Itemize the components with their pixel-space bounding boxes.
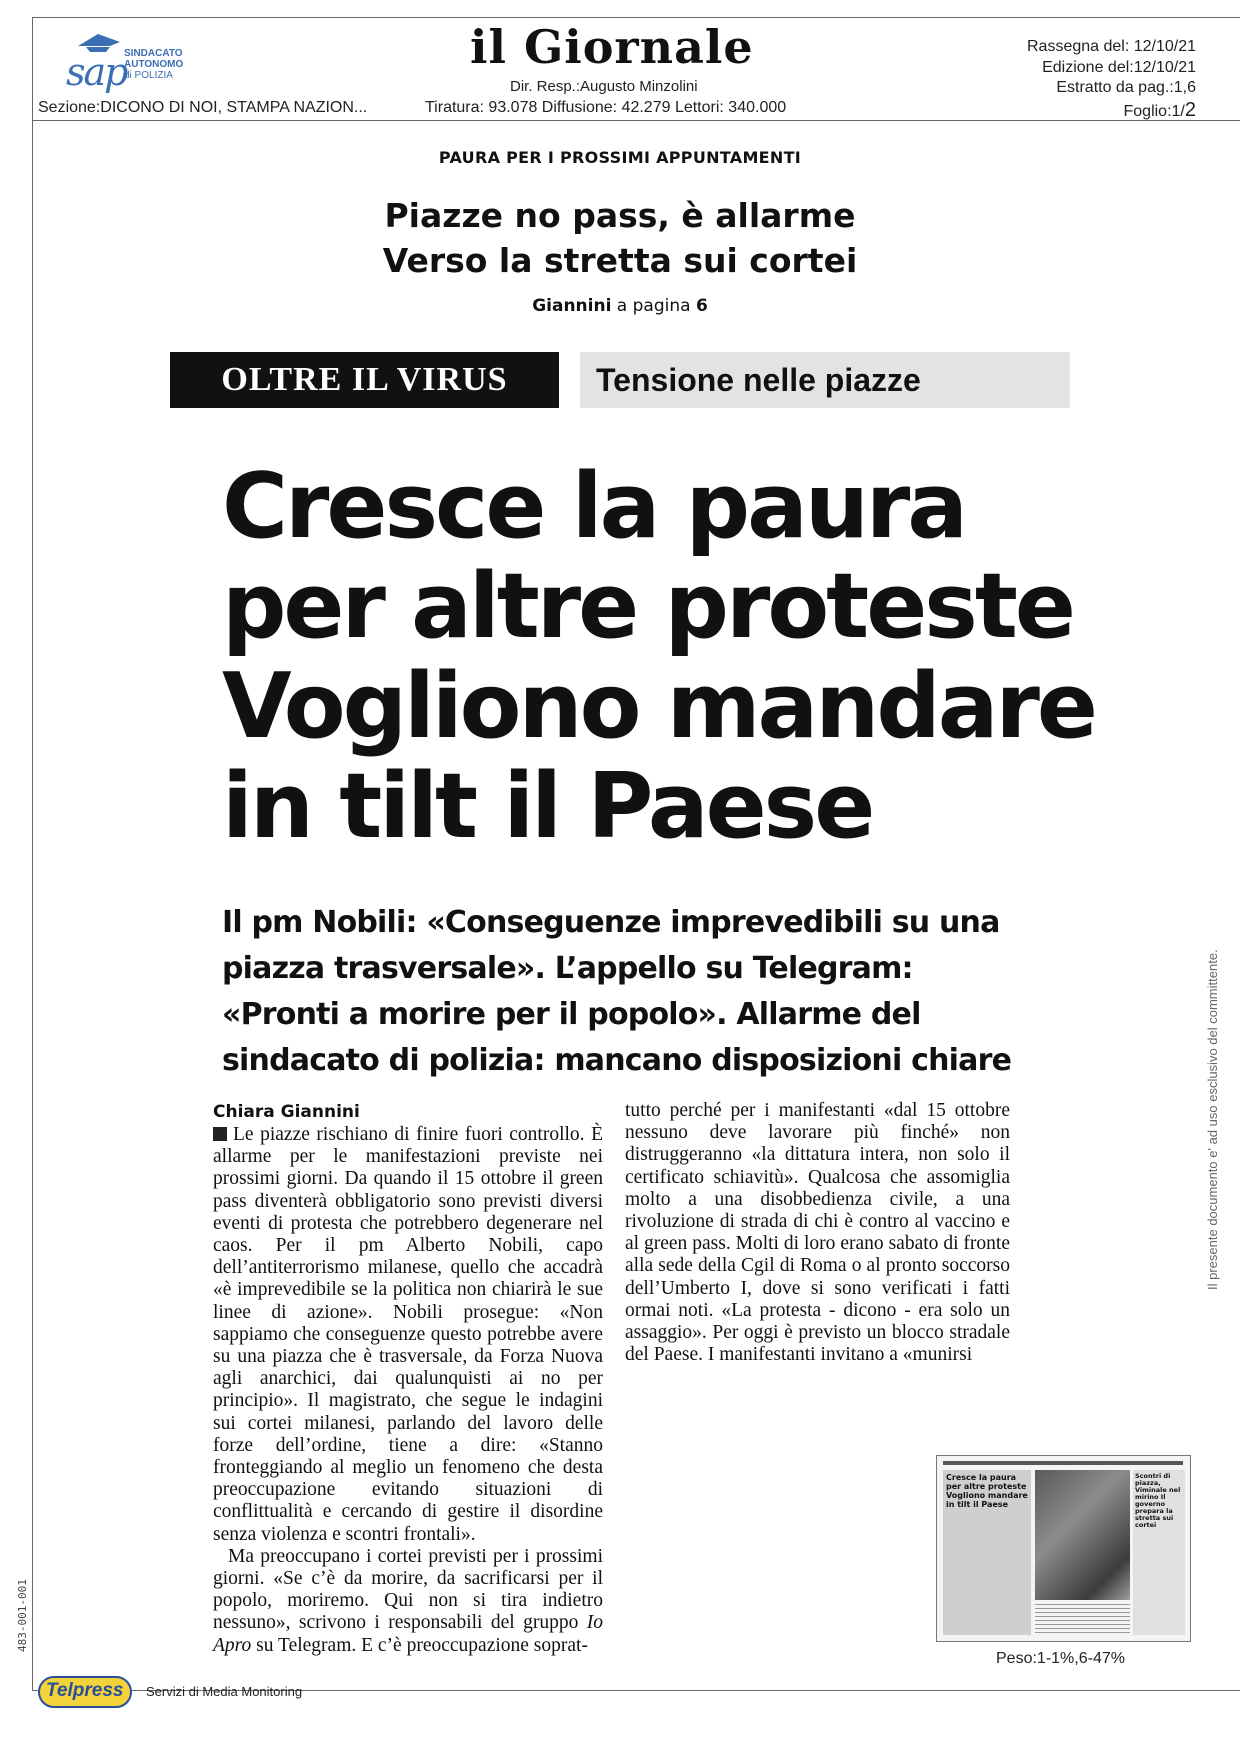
circulation-stats: Tiratura: 93.078 Diffusione: 42.279 Lettori: 340.000 (425, 99, 787, 116)
main-headline: Cresce la paura per altre proteste Vogliono mandare in tilt il Paese (222, 454, 1095, 859)
director-line: Dir. Resp.:Augusto Minzolini (510, 78, 698, 95)
document-code: 483-001-001 (16, 1579, 29, 1652)
teaser-kicker: PAURA PER I PROSSIMI APPUNTAMENTI (438, 148, 802, 167)
sheet-number: Foglio:1/2 (1123, 99, 1196, 121)
logo-wordmark: sap (66, 50, 127, 94)
paragraph-marker (213, 1127, 227, 1141)
service-label: Servizi di Media Monitoring (146, 1684, 303, 1699)
teaser-page-ref: Giannini a pagina 6 (532, 296, 708, 316)
article-column-1: Le piazze rischiano di finire fuori controllo. È allarme per le manifestazioni previste nei prossimi giorni. Da quando il 15 ottobre il green pass diventerà obbligatorio sono previsti diversi eventi di protesta che potrebbero degenerare nel caos. Per il pm Alberto Nobili, capo dell’antiterrorismo milanese, quello che accadrà «è imprevedibile se la politica non chiarirà le sue linee di azione». Nobili prosegue: «Non sappiamo che conseguenze questo potrebbe avere su una piazza che è trasversale, da Forza Nuova agli anarchici, dai qualunquisti ai no per principio». Il magistrato, che segue le indagini sui cortei milanesi, parlando del lavoro delle forze dell’ordine, tiene a dire: «Stanno fronteggiando al meglio un fenomeno che desta preoccupazione evitando situazioni di conflittualità e cercando di gestire il disordine senza violenza e scontri frontali». Ma preoccupano i cortei previsti per i prossimi giorni. «Se c’è da morire, da sacrificarsi per il popolo, moriremo. Qui non si tira indietro nessuno», scrivono i responsabili del gruppo Io Apro su Telegram. E c’è preoccupazione soprat- (213, 1124, 603, 1656)
review-date: Rassegna del: 12/10/21 (1026, 38, 1196, 55)
teaser-headline: Piazze no pass, è allarme Verso la stretta sui cortei (382, 196, 858, 280)
telpress-logo: Telpress (34, 1672, 134, 1712)
article-deck: Il pm Nobili: «Conseguenze imprevedibili su una piazza trasversale». L’appello su Telegram: «Pronti a morire per il popolo». Allarme del sindacato di polizia: mancano disposizioni chiare (222, 905, 1012, 1078)
sap-logo (58, 30, 198, 92)
article-column-2: tutto perché per i manifestanti «dal 15 ottobre nessuno deve lavorare più finché» non distruggeranno «la dittatura intera, non solo il certificato schiavitù». Qualcosa che assomiglia molto a una disobbedienza civile, a una rivoluzione di strada di chi è contro al vaccino e al green pass. Molti di loro erano sabato di fronte alla sede della Cgil di Roma o al pronto soccorso dell’Umberto I, dove si sono verificati i fatti ormai noti. «La protesta - dicono - era solo un assaggio». Per oggi è previsto un blocco stradale del Paese. I manifestanti invitano a «munirsi (625, 1100, 1010, 1366)
usage-note: Il presente documento e' ad uso esclusivo del committente. (1205, 949, 1220, 1290)
extract-pages: Estratto da pag.:1,6 (1056, 79, 1196, 96)
newspaper-masthead: il Giornale (470, 20, 754, 74)
section-tag: OLTRE IL VIRUS (170, 352, 559, 408)
byline: Chiara Giannini (213, 1102, 360, 1122)
page-thumbnail: Cresce la paura per altre proteste Vogliono mandare in tilt il Paese Scontri di piazza, Viminale nel mirino Il governo prepara la stretta sui cortei (936, 1455, 1191, 1642)
edition-date: Edizione del:12/10/21 (1042, 59, 1196, 76)
thumbnail-photo (1035, 1470, 1130, 1600)
weight-label: Peso:1-1%,6-47% (996, 1650, 1125, 1667)
header-divider (32, 120, 1240, 121)
logo-org-name: SINDACATO AUTONOMO di POLIZIA (124, 48, 184, 81)
topic-tag: Tensione nelle piazze (580, 352, 1070, 408)
section-label: Sezione:DICONO DI NOI, STAMPA NAZION... (38, 99, 368, 116)
